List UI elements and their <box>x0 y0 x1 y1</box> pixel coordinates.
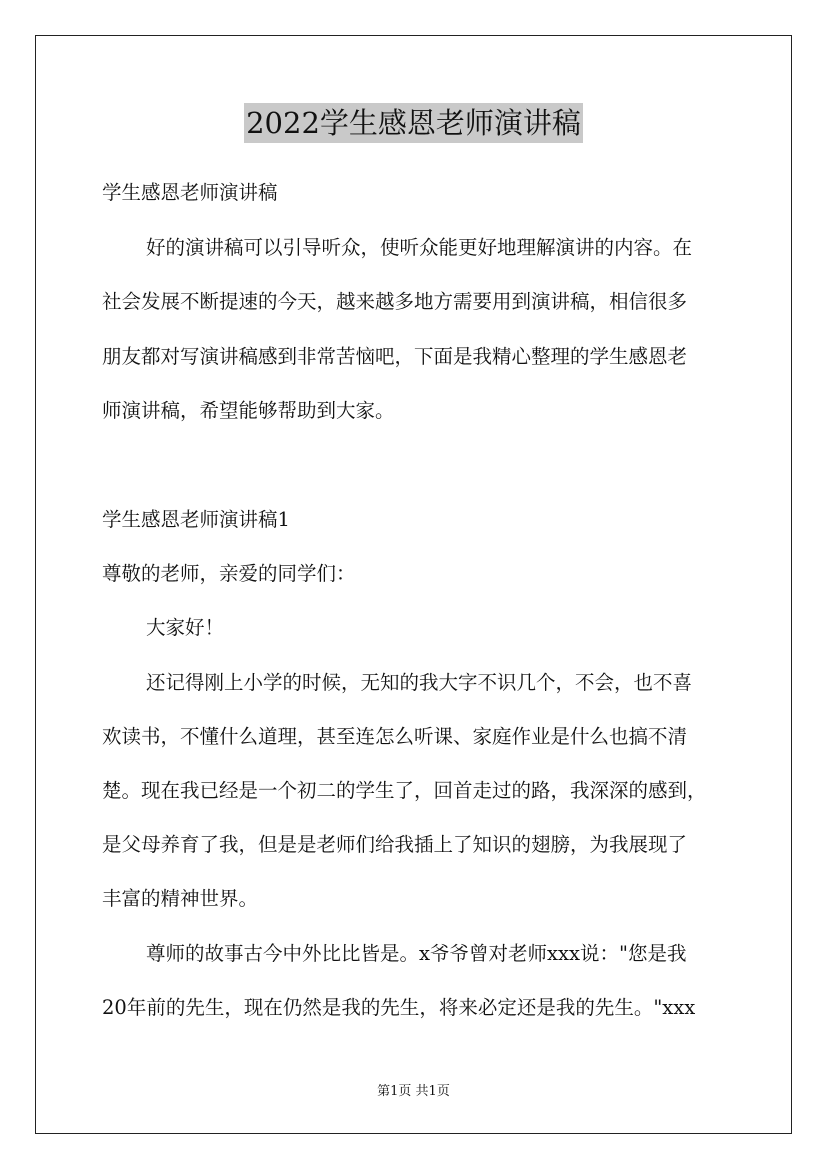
page-footer: 第1页 共1页 <box>377 1084 450 1099</box>
paragraph-line: 楚。现在我已经是一个初二的学生了，回首走过的路，我深深的感到， <box>102 779 707 802</box>
greeting: 大家好！ <box>146 616 225 639</box>
intro-line: 好的演讲稿可以引导听众，使听众能更好地理解演讲的内容。在 <box>146 236 693 259</box>
document-title: 2022学生感恩老师演讲稿 <box>244 103 583 143</box>
salutation: 尊敬的老师，亲爱的同学们： <box>102 562 356 585</box>
intro-line: 社会发展不断提速的今天，越来越多地方需要用到演讲稿，相信很多 <box>102 290 688 313</box>
intro-line: 朋友都对写演讲稿感到非常苦恼吧，下面是我精心整理的学生感恩老 <box>102 345 688 368</box>
paragraph-line: 还记得刚上小学的时候，无知的我大字不识几个，不会，也不喜 <box>146 671 693 694</box>
paragraph-line: 是父母养育了我，但是是老师们给我插上了知识的翅膀，为我展现了 <box>102 833 688 856</box>
subtitle: 学生感恩老师演讲稿 <box>102 181 278 204</box>
paragraph-line: 20年前的先生，现在仍然是我的先生，将来必定还是我的先生。"xxx <box>102 996 696 1019</box>
intro-line: 师演讲稿，希望能够帮助到大家。 <box>102 399 395 422</box>
paragraph-line: 欢读书，不懂什么道理，甚至连怎么听课、家庭作业是什么也搞不清 <box>102 725 688 748</box>
paragraph-line: 尊师的故事古今中外比比皆是。x爷爷曾对老师xxx说："您是我 <box>146 942 687 965</box>
title-container <box>0 103 827 143</box>
paragraph-line: 丰富的精神世界。 <box>102 887 259 910</box>
section-heading: 学生感恩老师演讲稿1 <box>102 508 290 531</box>
